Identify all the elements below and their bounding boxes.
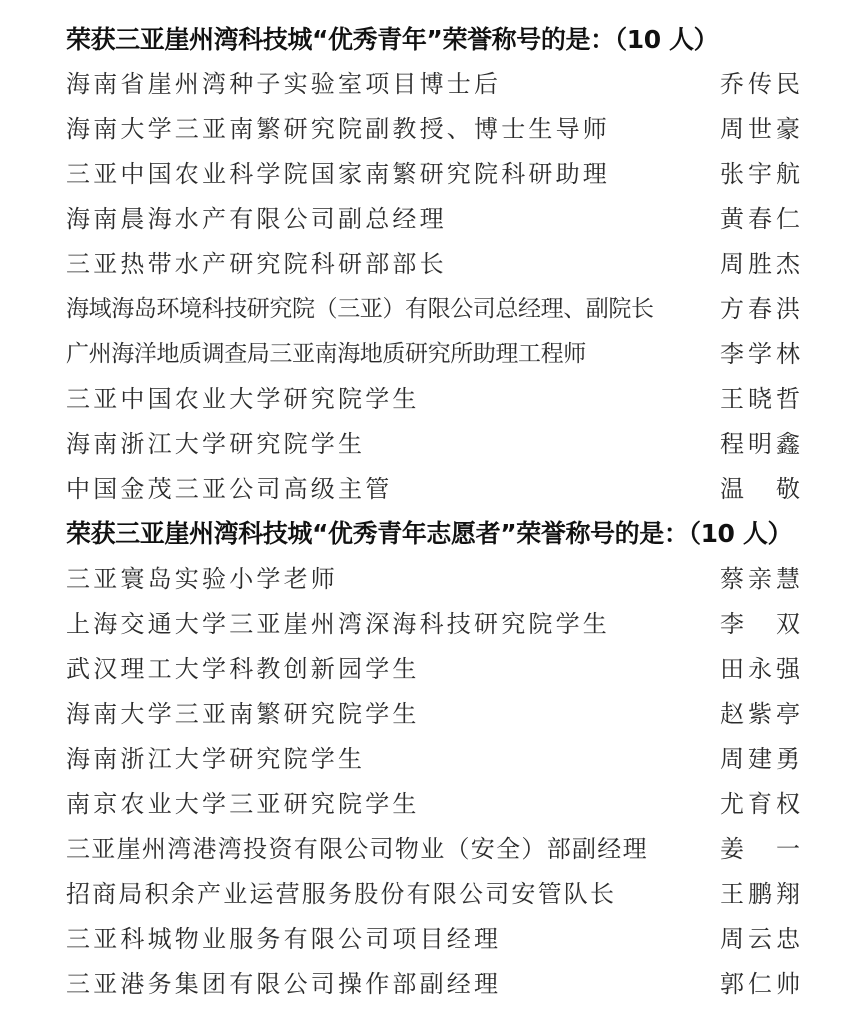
list-item xyxy=(66,242,806,286)
organization-position: 海南浙江大学研究院学生 xyxy=(66,430,366,458)
person-name: 姜一 xyxy=(720,835,832,863)
organization-position: 三亚寰岛实验小学老师 xyxy=(66,565,338,593)
organization-position: 武汉理工大学科教创新园学生 xyxy=(66,655,420,683)
organization-position: 中国金茂三亚公司高级主管 xyxy=(66,475,393,503)
organization-position: 海域海岛环境科技研究院（三亚）有限公司总经理、副院长 xyxy=(66,296,654,322)
list-item xyxy=(66,647,806,691)
person-name: 蔡亲慧 xyxy=(720,565,804,593)
person-name: 李双 xyxy=(720,610,832,638)
person-name: 尤育权 xyxy=(720,790,804,818)
organization-position: 上海交通大学三亚崖州湾深海科技研究院学生 xyxy=(66,610,610,638)
list-item xyxy=(66,602,832,646)
person-name: 田永强 xyxy=(720,655,804,683)
list-item xyxy=(66,332,806,376)
person-name: 周胜杰 xyxy=(720,250,804,278)
list-item xyxy=(66,692,806,736)
person-name: 郭仁帅 xyxy=(720,970,804,998)
list-item xyxy=(66,107,806,151)
list-item xyxy=(66,557,806,601)
organization-position: 南京农业大学三亚研究院学生 xyxy=(66,790,420,818)
person-name: 周世豪 xyxy=(720,115,804,143)
person-name: 赵紫亭 xyxy=(720,700,804,728)
person-name: 方春洪 xyxy=(720,295,804,323)
person-name: 程明鑫 xyxy=(720,430,804,458)
organization-position: 海南省崖州湾种子实验室项目博士后 xyxy=(66,70,502,98)
list-item xyxy=(66,152,806,196)
list-item xyxy=(66,197,806,241)
person-name: 周建勇 xyxy=(720,745,804,773)
organization-position: 三亚港务集团有限公司操作部副经理 xyxy=(66,970,502,998)
organization-position: 海南大学三亚南繁研究院学生 xyxy=(66,700,420,728)
organization-position: 三亚中国农业科学院国家南繁研究院科研助理 xyxy=(66,160,610,188)
list-item xyxy=(66,782,806,826)
person-name: 李学林 xyxy=(720,340,804,368)
organization-position: 广州海洋地质调查局三亚南海地质研究所助理工程师 xyxy=(66,341,586,367)
list-item xyxy=(66,287,806,331)
person-name: 周云忠 xyxy=(720,925,804,953)
section-heading-outstanding-youth: 荣获三亚崖州湾科技城“优秀青年”荣誉称号的是：（10 人） xyxy=(66,25,719,54)
list-item xyxy=(66,962,806,1006)
organization-position: 三亚中国农业大学研究院学生 xyxy=(66,385,420,413)
list-item xyxy=(66,422,806,466)
person-name: 张宇航 xyxy=(720,160,804,188)
person-name: 王晓哲 xyxy=(720,385,804,413)
person-name: 乔传民 xyxy=(720,70,804,98)
section-heading-outstanding-youth-volunteer: 荣获三亚崖州湾科技城“优秀青年志愿者”荣誉称号的是：（10 人） xyxy=(66,519,793,548)
organization-position: 海南晨海水产有限公司副总经理 xyxy=(66,205,447,233)
list-item xyxy=(66,872,806,916)
organization-position: 海南浙江大学研究院学生 xyxy=(66,745,366,773)
person-name: 黄春仁 xyxy=(720,205,804,233)
person-name: 王鹏翔 xyxy=(720,880,804,908)
organization-position: 招商局积余产业运营服务股份有限公司安管队长 xyxy=(66,880,617,908)
list-item xyxy=(66,737,806,781)
list-item xyxy=(66,827,832,871)
organization-position: 海南大学三亚南繁研究院副教授、博士生导师 xyxy=(66,115,610,143)
list-item xyxy=(66,917,806,961)
organization-position: 三亚热带水产研究院科研部部长 xyxy=(66,250,447,278)
list-item xyxy=(66,467,832,511)
organization-position: 三亚科城物业服务有限公司项目经理 xyxy=(66,925,502,953)
list-item xyxy=(66,62,806,106)
list-item xyxy=(66,377,806,421)
organization-position: 三亚崖州湾港湾投资有限公司物业（安全）部副经理 xyxy=(66,835,648,863)
person-name: 温敬 xyxy=(720,475,832,503)
